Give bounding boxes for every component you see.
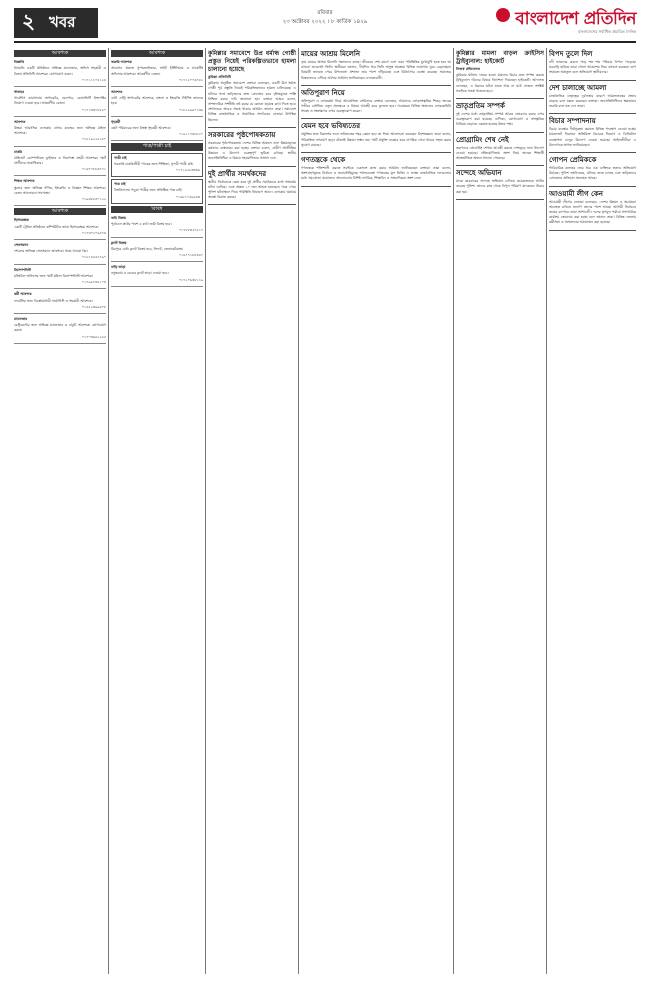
ad-phone: ০১৭১২০০৬৭৪২ (178, 77, 203, 82)
article-headline: প্রোগ্রামিং শেষ নেই (456, 135, 509, 144)
article (301, 50, 451, 86)
article (456, 102, 544, 133)
ad-phone: ০১৭১১১০৫১২৪ (81, 77, 106, 82)
article (549, 156, 636, 187)
article-headline: বিচার সম্পাদনায় (549, 117, 596, 126)
ad-title: চাকরি (14, 149, 23, 154)
article-body: নদী ভাঙনের কবলে পড়ে শত শত পরিবার বিপদে পড়েছে। ঘরবাড়ি হারিয়ে তারা খোলা আকাশের নিচে বসবাস করছেন। ত্রাণ সহায়তা অপ্রতুল বলে অভিযোগ স্থানীয়দের। (549, 60, 636, 75)
news-column-3 (208, 48, 296, 974)
article-headline: ভ্রাতৃপ্রতিম সম্পর্ক (456, 102, 505, 111)
article-headline: দেশ চালাচ্ছে আমলা (549, 83, 607, 92)
classified-heading: বিবিধ (111, 206, 203, 213)
article (208, 170, 296, 206)
article (208, 131, 296, 167)
ad-title: কর্মী আবশ্যক (14, 292, 32, 297)
column-divider (108, 48, 109, 974)
ad-title: ফ্ল্যাট বিক্রয় (111, 240, 127, 245)
classified-heading: পাত্র/পাত্রী চাই (111, 143, 203, 150)
column-divider (546, 48, 547, 974)
ad-body: ফার্মেসির জন্য ডিপ্লোমাধারী ফার্মাসিস্ট ও সহকারী আবশ্যক। (14, 298, 93, 303)
ad-body: একটি ট্রেডিং প্রতিষ্ঠানে কম্পিউটার জানা হিসাবরক্ষক আবশ্যক। (14, 224, 99, 229)
article-body: আওয়ামী লীগের নেতারা বলেছেন, দেশের উন্নয়ন ও অগ্রযাত্রা অব্যাহত রাখতে জনগণ তাদের পাশে আছে। আগামী নির্বাচনে জয়ের ব্যাপারে তারা আশাবাদী। দলের তৃণমূল পর্যায়ে সাংগঠনিক কার্যক্রম জোরদার করা হচ্ছে বলে জানান তারা। বিভিন্ন জেলায় কর্মীসভা ও সম্মেলনের আয়োজন করা হয়েছে। (549, 199, 636, 225)
article-body: গণতন্ত্রকে শক্তিশালী করতে সবাইকে একসঙ্গে কাজ করার আহ্বান জানিয়েছেন বক্তারা। তারা বলেন, অংশগ্রহণমূলক নির্বাচন ও জবাবদিহিমূলক শাসনব্যবস্থা গণতন্ত্রের মূল ভিত্তি। এ লক্ষ্যে রাজনৈতিক দলগুলোর মধ্যে সমঝোতা প্রয়োজন। আলোচনায় বিশিষ্ট নাগরিক, শিক্ষাবিদ ও সাংবাদিকরা অংশ নেন। (301, 166, 451, 181)
ad-body: শোরুমে অভিজ্ঞ সেলসম্যান আবশ্যক। থাকা-খাওয়া ফ্রি। (14, 249, 88, 254)
column-divider (205, 48, 206, 974)
ad-title: সেলসম্যান (14, 243, 29, 248)
issue-day: রবিবার (317, 10, 333, 16)
article-headline: আওয়ামী লীগ কেন (549, 189, 603, 198)
ad-phone: ০১৫৫২৩৯৯৬০৮ (81, 304, 106, 309)
masthead-rule (14, 41, 636, 43)
ad-title: বিজ্ঞপ্তি (14, 60, 24, 65)
ad-phone: ০১৭০৩৬৬১২৫৫ (81, 334, 106, 339)
ad-body: গার্মেন্টস কারখানায় অপারেটর, হেলপার, কোয়ালিটি ইন্সপেক্টর নিয়োগ দেওয়া হবে। আকর্ষণীয় বেতন। (14, 96, 106, 106)
ad-phone: ০১৬৮১০৫৯৯৪৩ (175, 194, 200, 199)
article (208, 50, 296, 128)
article-headline: কুমিল্লার সমাবেশে উপ্র ধর্মান্ধ গোষ্ঠী প্রস্তুত নিয়েই পরিকল্পিতভাবে হামলা চালানো হয়েছে (208, 50, 296, 73)
article-body: কুমিল্লায় অনুষ্ঠিত সমাবেশে বক্তারা বলেছেন, একটি উপ্র ধর্মান্ধ গোষ্ঠী পূর্ব প্রস্তুতি নিয়েই পরিকল্পিতভাবে হামলা চালিয়েছে। এ ঘটনার সঙ্গে জড়িতদের দ্রুত গ্রেফতার করে দৃষ্টান্তমূলক শাস্তি নিশ্চিত করার দাবি জানানো হয়। বক্তারা আরও বলেন, সাম্প্রদায়িক সম্প্রীতি নষ্ট করার যে কোনো ষড়যন্ত্র রুখে দিতে হবে। প্রশাসনকে আরও সতর্ক থাকার আহ্বান জানান তারা। সমাবেশে বিভিন্ন রাজনৈতিক ও সামাজিক সংগঠনের নেতারা উপস্থিত ছিলেন। (208, 81, 296, 122)
article-headline: অতিপুরাণ নিয়ে (301, 88, 345, 97)
ad-phone: ০১৮২২৯৯০১৩৬ (178, 107, 203, 112)
news-column-4 (301, 48, 451, 974)
ad-body: ছোট পরিবারের জন্য বিশ্বস্ত গৃহকর্মী আবশ্যক। (111, 126, 171, 131)
ad-body: প্রাইভেট কোম্পানিতে ড্রাইভার ও নিরাপত্তা প্রহরী আবশ্যক। স্মার্ট প্রার্থীদের অগ্রাধিকার। (14, 155, 106, 166)
article-body: দুই দেশের মধ্যে ভ্রাতৃপ্রতিম সম্পর্ক আরও জোরদার করার ওপর গুরুত্বারোপ করা হয়েছে। বাণিজ্য, যোগাযোগ ও সাংস্কৃতিক বিনিময় বাড়াতে একমত হয়েছে উভয় পক্ষ। (456, 112, 544, 127)
article (456, 50, 544, 99)
ad-phone: ০১৭৩০২০৯৪৭৪ (81, 230, 106, 235)
ad-phone: ০১৭১৩৩০৮৫৫০ (81, 107, 106, 112)
ad-body: বসুন্ধরায় ৩ বেডের ফ্ল্যাট ভাড়া দেওয়া হবে। (111, 271, 169, 276)
article-body: তরুণদের প্রোগ্রামিং শেখায় আগ্রহী করতে দেশজুড়ে নানা উদ্যোগ নেওয়া হয়েছে। প্রতিযোগিতায় অংশ নিয়ে অনেক শিক্ষার্থী আন্তর্জাতিক অঙ্গনে সাফল্য পেয়েছে। (456, 145, 544, 161)
brand-logo-icon (496, 8, 510, 22)
page-number: ২ (22, 8, 36, 33)
ad-title: হিসাবরক্ষক (14, 218, 29, 223)
column-divider (298, 48, 299, 974)
ad-title: গৃহকর্মী (111, 119, 121, 124)
article-byline: নিজস্ব প্রতিবেদক (456, 67, 481, 71)
ad-phone: ০১৮১৪৫৫২৭৯০ (81, 255, 106, 260)
article (549, 117, 636, 153)
article-headline: যেমন হবে ভবিষ্যতের (301, 122, 361, 131)
article-byline: কুমিল্লা প্রতিনিধি (208, 75, 232, 79)
ad-body: সরকারি চাকরিজীবী পাত্রের জন্য শিক্ষিতা, সুন্দরী পাত্রী চাই। (114, 161, 194, 166)
ad-title: সাভারে (14, 90, 24, 95)
news-column-6 (549, 48, 636, 974)
article-headline: বিপদ তুলে দিল (549, 50, 593, 58)
article (301, 156, 451, 187)
article-body: পারিবারিক কলহের জের ধরে এক ব্যক্তিকে হত্যার অভিযোগ উঠেছে। পুলিশ জানিয়েছে, ঘটনার তদন্ত চলছে এবং জড়িতদের গ্রেফতারে অভিযান অব্যাহত আছে। (549, 166, 636, 181)
article-headline: কুমিল্লার মামলা বাড়ল ক্রাইসিস ট্রাইব্যুনাল: হাইকোর্ট (456, 50, 544, 65)
article-headline: গণতন্ত্রকে থেকে (301, 156, 346, 165)
article-body: মাদক কারবারের সন্দেহে অভিযান চালিয়ে কয়েকজনকে আটক করেছে পুলিশ। তাদের কাছ থেকে বিপুল পরিমাণ মাদকদ্রব্য উদ্ধার করা হয়। (456, 179, 544, 194)
article-body: বৃদ্ধা মায়ের আশ্রয় মিলেনি সন্তানদের কাছে। জীবনের শেষ বয়সে এসে এমন পরিস্থিতির মুখোমুখি হতে হবে তা কখনো ভাবেননি তিনি। স্থানীয়রা জানান, দীর্ঘদিন ধরে তিনি অসুস্থ অবস্থায় বিভিন্ন জায়গায় ঘুরে বেড়াচ্ছেন। বিষয়টি জানতে পেরে উপজেলা প্রশাসন তার পাশে দাঁড়িয়েছে এবং চিকিৎসার ব্যবস্থা করেছে। সমাজের বিত্তবানদের এগিয়ে আসার আহ্বান জানিয়েছেন এলাকাবাসী। (301, 60, 451, 80)
brand-tagline: বাংলাদেশের সর্বাধিক প্রচারিত দৈনিক (578, 29, 636, 34)
ad-phone: ০১৯৩৫৫৫০১২২ (81, 197, 106, 202)
classified-heading: আবশ্যক (14, 208, 106, 215)
ad-title: রিসেপশনিস্ট (14, 267, 31, 272)
masthead (0, 0, 650, 44)
ad-phone: ০১৭১৫২৮৩৩৪৬ (175, 168, 200, 173)
article-headline: দুই প্রার্থীর সমর্থকদের (208, 169, 267, 178)
brand-name: বাংলাদেশ প্রতিদিন (515, 9, 636, 29)
ad-body: পূর্বাচলে প্লটের পাশে ৫ কাঠা জমি বিক্রয় হবে। (111, 222, 172, 227)
article-body: স্থানীয় নির্বাচনকে কেন্দ্র করে দুই প্রার্থীর সমর্থকদের মধ্যে সংঘর্ষের ঘটনা ঘটেছে। এতে অন্তত ১০ জন আহত হয়েছেন। খবর পেয়ে পুলিশ ঘটনাস্থলে গিয়ে পরিস্থিতি নিয়ন্ত্রণে আনে। এলাকায় থমথমে অবস্থা বিরাজ করছে। (208, 179, 296, 200)
ad-title: বাড়ি ভাড়া (111, 265, 126, 270)
article-body: বিচার ব্যবস্থার দীর্ঘসূত্রতা কমাতে বিভিন্ন পদক্ষেপ নেওয়া হচ্ছে। মামলাজট নিরসনে অতিরিক্ত বিচারক নিয়োগ ও ডিজিটাল ব্যবস্থাপনা চালুর উদ্যোগ নেওয়া হয়েছে। আইনজীবীরা এ উদ্যোগকে স্বাগত জানিয়েছেন। (549, 127, 636, 147)
ad-body: উত্তরা আবাসিক এলাকায় বাসার কাজের জন্য অভিজ্ঞ মহিলা আবশ্যক। (14, 126, 106, 136)
article-headline: গোপন প্রেমিককে (549, 156, 597, 165)
article-body: কুমিল্লার ঘটনায় দায়ের হওয়া মামলার বিচার দ্রুত সম্পন্ন করতে ট্রাইব্যুনাল গঠনের বিষয়ে নির্দেশনা দিয়েছেন হাইকোর্ট। আদালত বলেছেন, এ ধরনের ঘটনা যাতে আর না ঘটে সেজন্য সংশ্লিষ্ট সবাইকে সতর্ক থাকতে হবে। (456, 73, 544, 93)
issue-date: ২৩ অক্টোবর ২০২২ । ৮ কার্তিক ১৪২৯ (282, 19, 368, 25)
ad-body: বিশ্ববিদ্যালয় পড়ুয়া পাত্রীর জন্য প্রতিষ্ঠিত পাত্র চাই। (114, 188, 183, 193)
article-headline: সন্দেহে অভিযান (456, 169, 502, 178)
ad-phone: ০১৮১৯২২৫১৮০ (81, 137, 106, 142)
article-body: রাজনৈতিক নেতৃত্বের দুর্বলতার কারণে আমলাতন্ত্রের প্রভাব বাড়ছে বলে মন্তব্য করেছেন বক্তারা। জনপ্রতিনিধিদের ক্ষমতায়ন জরুরি বলে মত দেন তারা। (549, 93, 636, 109)
ad-phone: ০১৭২০৬৩৮১১৯ (178, 277, 203, 282)
article (549, 50, 636, 81)
section-name: খবর (49, 12, 76, 31)
article (456, 136, 544, 167)
article-body: সরকারের পৃষ্ঠপোষকতায় দেশের বিভিন্ন অঞ্চলে নানা উন্নয়নমূলক কর্মকাণ্ড বাস্তবায়ন করা হচ্ছে। বক্তারা বলেন, গ্রামীণ অর্থনীতির উন্নয়নে এ উদ্যোগ গুরুত্বপূর্ণ ভূমিকা রাখছে। স্থানীয় জনপ্রতিনিধিরা এ বিষয়ে সহযোগিতার আশ্বাস দেন। (208, 140, 296, 161)
article-body: অতিপুরাণ ও লোককথা নিয়ে আয়োজিত সেমিনারে বক্তারা বলেছেন, আমাদের লোকসংস্কৃতির শিকড় অনেক গভীরে প্রোথিত। নতুন প্রজন্মকে এ বিষয়ে আগ্রহী করে তুলতে হবে। গবেষকরা বিভিন্ন অঞ্চলের লোককাহিনি সংগ্রহ ও সংরক্ষণের ওপর গুরুত্বারোপ করেন। (301, 98, 451, 114)
ad-body: আবাসন প্রকল্পে সুপারভাইজার, সাইট ইঞ্জিনিয়ার ও মার্কেটিং অফিসার আবশ্যক। আকর্ষণীয় বেতন। (111, 66, 203, 76)
article-headline: মায়ের আশ্রয় মিলেনি (301, 50, 361, 58)
ad-phone: ০১৯১১৭৪৮৮২০ (178, 132, 203, 137)
ad-title: পাত্রী চাই (114, 155, 127, 160)
ad-body: ধানমন্ডি একটি প্রতিষ্ঠানে অভিজ্ঞ ম্যানেজার, অফিস সহকারী ও বিক্রয় প্রতিনিধি আবশ্যক। যোগাযোগ করুন। (14, 66, 106, 76)
news-column-5 (456, 48, 544, 974)
ad-phone: ০১৭৯৯০৪৪১০৪ (81, 280, 106, 285)
ad-phone: ০১৯৭৭১৮৪৪৬০ (178, 253, 203, 258)
ad-phone: ০১৭৮৮৩২০৫১৭ (178, 228, 203, 233)
ad-title: জমি বিক্রয় (111, 216, 126, 221)
article (456, 169, 544, 200)
ad-body: মিরপুরে রেডি ফ্ল্যাট বিক্রয় হবে, লিফট, জেনারেটরসহ। (111, 246, 184, 251)
ad-title: পাত্র চাই (114, 182, 126, 187)
classified-heading: আবশ্যক (111, 50, 203, 57)
classified-heading: আবশ্যক (14, 50, 106, 57)
ad-body: মতিঝিল অফিসের জন্য স্মার্ট মহিলা রিসেপশনিস্ট আবশ্যক। (14, 273, 94, 278)
article-headline: সরকারের পৃষ্ঠপোষকতায় (208, 130, 276, 139)
column-divider (453, 48, 454, 974)
ad-title: আবশ্যক (111, 90, 123, 95)
article (301, 89, 451, 120)
ad-body: স্কুলের জন্য অভিজ্ঞ গণিত, ইংরেজি ও বিজ্ঞান শিক্ষক আবশ্যক। বেতন আলোচনা সাপেক্ষে। (14, 185, 106, 195)
article (549, 84, 636, 115)
newspaper-brand (496, 6, 636, 38)
classified-column-2 (111, 48, 203, 974)
ad-title: জরুরি আবশ্যক (111, 60, 132, 65)
ad-phone: ০১৬৭০৮৮৬৭৭১ (81, 167, 106, 172)
article (549, 190, 636, 231)
article-body: প্রযুক্তির দ্রুত বিকাশের ফলে ভবিষ্যতের শহর কেমন হবে তা নিয়ে আলোচনা করেছেন বিশেষজ্ঞরা। তারা বলেন, পরিকল্পিত নগরায়ণ ছাড়া টেকসই উন্নয়ন সম্ভব নয়। স্মার্ট প্রযুক্তি ব্যবহার করে নাগরিক সেবা আরও সহজ করার সুযোগ রয়েছে। (301, 132, 451, 147)
ad-body: রেস্টুরেন্টের জন্য অভিজ্ঞ ম্যানেজার ও বাবুর্চি আবশ্যক। যোগাযোগ করুন। (14, 323, 106, 333)
ad-title: ম্যানেজার (14, 316, 28, 321)
classified-column-1 (14, 48, 106, 974)
ad-title: শিক্ষক আবশ্যক (14, 179, 35, 184)
ad-body: ডাটা এন্ট্রি অপারেটর আবশ্যক, বাংলা ও ইংরেজি টাইপিং জানতে হবে। (111, 96, 203, 106)
article (301, 122, 451, 153)
ad-title: আবশ্যক (14, 119, 26, 124)
